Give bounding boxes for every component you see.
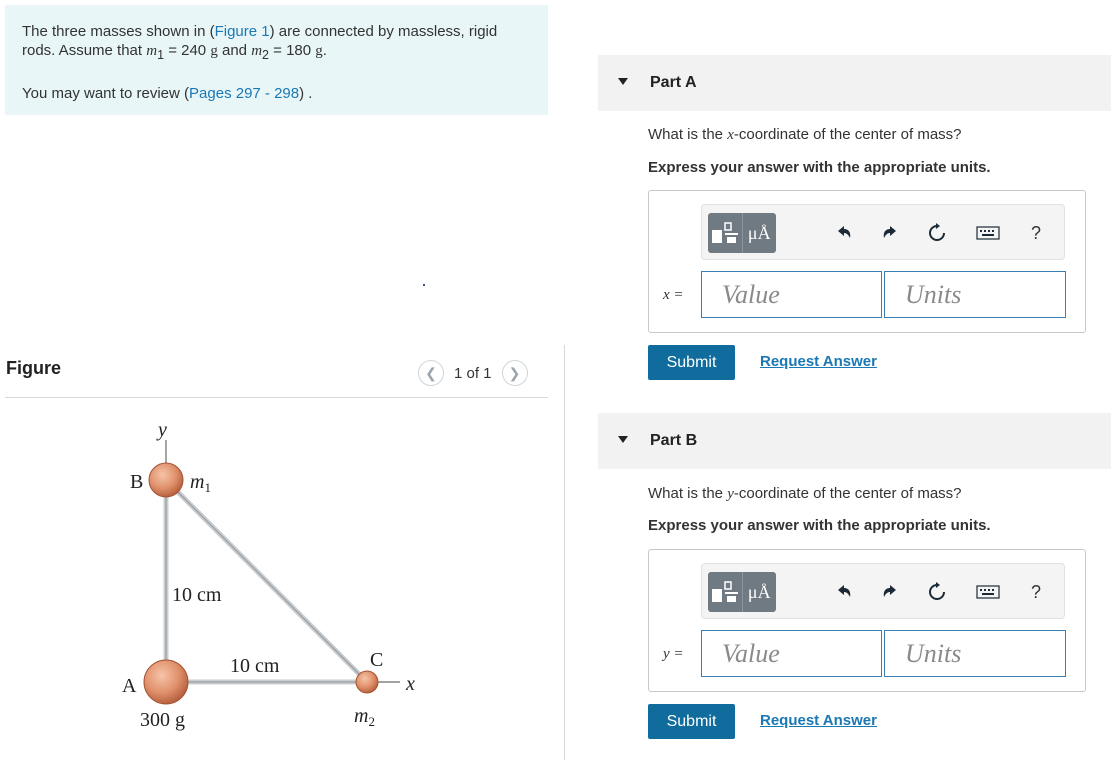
y-axis-label: y: [158, 419, 167, 441]
reset-icon[interactable]: [925, 221, 949, 245]
collapse-triangle-icon[interactable]: [618, 78, 628, 85]
m2-symbol: m: [251, 43, 263, 59]
part-b-instruction: Express your answer with the appropriate units.: [648, 517, 991, 534]
review-pages-link[interactable]: Pages 297 - 298: [189, 85, 300, 102]
templates-icon[interactable]: [708, 572, 742, 612]
units-input[interactable]: Units: [884, 630, 1066, 677]
equation-toolbar: [701, 563, 1065, 619]
units-input[interactable]: Units: [884, 271, 1066, 318]
part-a-title: Part A: [650, 74, 697, 91]
redo-icon[interactable]: [878, 580, 902, 604]
part-a-header[interactable]: [598, 55, 1111, 111]
point-a-label: A: [122, 675, 137, 697]
help-icon[interactable]: ?: [1030, 581, 1041, 602]
problem-text: The three masses shown in (Figure 1) are connected by massless, rigid rods. Assume that $m_1 = 240$ g and $m_2 = 180$ g.: [22, 23, 498, 62]
equation-toolbar: [701, 204, 1065, 260]
chevron-right-icon[interactable]: ❯: [502, 360, 528, 386]
stray-dot: [423, 284, 425, 286]
part-a-request-answer-link[interactable]: Request Answer: [760, 353, 877, 370]
x-variable-label: x =: [663, 287, 684, 303]
x-axis-label: x: [406, 673, 415, 695]
part-b-answer-box: [648, 549, 1086, 692]
mass-b-ball: [149, 463, 183, 497]
keyboard-icon[interactable]: [976, 221, 1000, 245]
keyboard-icon[interactable]: [976, 580, 1000, 604]
part-a-instruction: Express your answer with the appropriate units.: [648, 159, 991, 176]
part-b-submit-button[interactable]: Submit: [648, 704, 735, 739]
column-divider: [564, 345, 565, 760]
units-icon[interactable]: μÅ: [742, 213, 777, 253]
m1-symbol: m: [146, 43, 158, 59]
units-icon[interactable]: μÅ: [742, 572, 777, 612]
mass-diagram: [110, 410, 440, 740]
value-input[interactable]: Value: [701, 630, 882, 677]
problem-statement: [5, 5, 548, 115]
reset-icon[interactable]: [925, 580, 949, 604]
part-b-question: What is the y-coordinate of the center of mass?: [648, 485, 962, 502]
vertical-length-label: 10 cm: [172, 584, 222, 606]
figure-link[interactable]: Figure 1: [214, 23, 270, 40]
point-b-label: B: [130, 471, 144, 493]
help-icon[interactable]: ?: [1030, 222, 1041, 243]
redo-icon[interactable]: [878, 221, 902, 245]
mass-1-label: $m_1$: [190, 471, 211, 495]
toolbar-group: [708, 572, 776, 612]
mass-2-label: $m_2$: [354, 705, 375, 729]
part-a-answer-box: [648, 190, 1086, 333]
mass-a-label: 300 g: [140, 709, 185, 731]
point-c-label: C: [370, 649, 384, 671]
figure-pager: [418, 360, 528, 386]
part-a-submit-button[interactable]: Submit: [648, 345, 735, 380]
part-b-title: Part B: [650, 432, 698, 449]
y-variable-label: y =: [663, 646, 684, 662]
templates-icon[interactable]: [708, 213, 742, 253]
figure-divider: [5, 397, 548, 398]
undo-icon[interactable]: [832, 580, 856, 604]
figure-page-count: 1 of 1: [454, 364, 492, 382]
mass-c-ball: [356, 671, 378, 693]
chevron-left-icon[interactable]: ❮: [418, 360, 444, 386]
value-input[interactable]: Value: [701, 271, 882, 318]
horizontal-length-label: 10 cm: [230, 655, 280, 677]
part-b-request-answer-link[interactable]: Request Answer: [760, 712, 877, 729]
review-text: You may want to review (Pages 297 - 298) .: [22, 85, 313, 102]
undo-icon[interactable]: [832, 221, 856, 245]
mass-a-ball: [144, 660, 188, 704]
part-a-question: What is the x-coordinate of the center of mass?: [648, 126, 962, 143]
figure-title: Figure: [6, 358, 62, 378]
rod-bc-edge: [166, 480, 367, 682]
toolbar-group: [708, 213, 776, 253]
part-b-header[interactable]: [598, 413, 1111, 469]
collapse-triangle-icon[interactable]: [618, 436, 628, 443]
